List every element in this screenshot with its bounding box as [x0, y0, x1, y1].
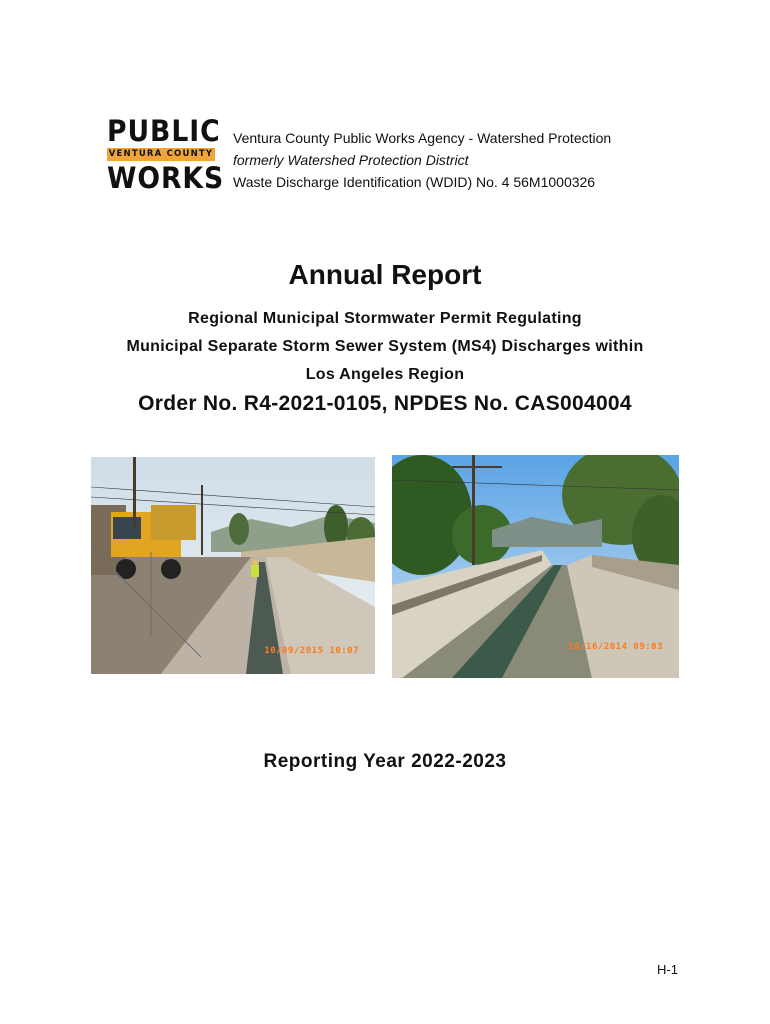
report-title: Annual Report [288, 259, 482, 290]
logo-word-public: PUBLIC [107, 114, 221, 148]
reporting-year: Reporting Year 2022-2023 [263, 751, 507, 772]
logo-band-ventura-county: VENTURA COUNTY [108, 149, 214, 159]
agency-former-name: formerly Watershed Protection District [233, 152, 469, 168]
photo-flood-channel [392, 455, 679, 678]
report-subtitle [0, 305, 770, 389]
subtitle-line: Los Angeles Region [305, 366, 465, 383]
public-works-logo [107, 114, 225, 202]
photo-timestamp: 10/09/2015 10:07 [264, 646, 359, 656]
agency-name: Ventura County Public Works Agency - Watershed Protection [233, 130, 612, 146]
agency-header [233, 127, 611, 193]
photo-truck-image [91, 457, 375, 674]
wdid-number: Waste Discharge Identification (WDID) No. 4 56M1000326 [233, 174, 596, 190]
photo-truck-in-channel [91, 457, 375, 674]
page-number: H-1 [657, 962, 678, 977]
order-number: Order No. R4-2021-0105, NPDES No. CAS004004 [138, 392, 632, 415]
subtitle-line: Regional Municipal Stormwater Permit Regulating [188, 310, 582, 327]
logo-word-works: WORKS [107, 161, 225, 195]
photo-timestamp: 10/16/2014 09:03 [568, 642, 663, 652]
subtitle-line: Municipal Separate Storm Sewer System (MS4) Discharges within [126, 338, 644, 355]
